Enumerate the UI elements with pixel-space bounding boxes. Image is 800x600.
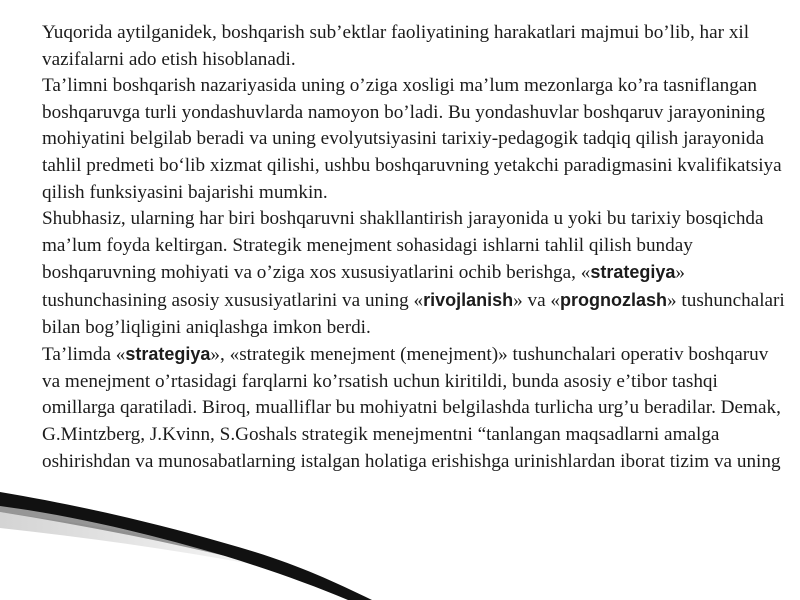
paragraph-approaches: Ta’limni boshqarish nazariyasida uning o’ziga xosligi ma’lum mezonlarga ko’ra tasniflangan boshqaruvga turli yondashuvlarda namoyon bo’ladi. Bu yondashuvlar boshqaruv jarayonining mohiyatini belgilab beradi va uning evolyutsiyasini tarixiy-pedagogik tadqiq qilish jarayonida tahlil predmeti bo‘lib xizmat qilishi, ushbu boshqaruvning yetakchi paradigmasini kvalifikatsiya qilish funksiyasini bajarishi mumkin. [42,75,782,203]
paragraph-intro: Yuqorida aytilganidek, boshqarish sub’ektlar faoliyatining harakatlari majmui bo’lib, har xil vazifalarni ado etish hisoblanadi. [42,22,750,70]
paragraph-education-strategy [42,341,790,475]
keyword-strategiya-2: strategiya [125,344,211,365]
slide-body-text [42,20,790,475]
paragraph-text-segment: » tushunchasining asosiy xususiyatlarini va uning « [42,262,685,311]
paragraph-text-segment: », «strategik menejment (menejment)» tushunchalari operativ boshqaruv va menejment o’rtasidagi farqlarni ko’rsatish uchun kiritildi, bunda asosiy e’tibor tashqi omillarga qaratiladi. Biroq, mualliflar bu mohiyatni belgilashda turlicha urg’u beradilar. Demak, G.Mintzberg, J.Kvinn, S.Goshals strategik menejmentni “tanlangan maqsadlarni amalga oshirishdan va munosabatlarning istalgan holatiga erishishga urinishlardan iborat tizim va uning [42,344,781,472]
paragraph-text-segment: » tushunchalari bilan bog’liqligini aniqlashga imkon berdi. [42,289,785,338]
swoosh-dark-band [0,492,372,600]
keyword-strategiya: strategiya [590,262,676,283]
paragraph-text-segment: » va « [513,289,560,311]
paragraph-strategic-management [42,206,790,341]
swoosh-mid-band [0,500,300,574]
keyword-prognozlash: prognozlash [560,289,667,310]
paragraph-text-segment: Ta’limda « [42,344,126,366]
keyword-rivojlanish: rivojlanish [423,289,514,310]
swoosh-light-band [0,512,330,580]
paragraph-text-segment: Shubhasiz, ularning har biri boshqaruvni shakllantirish jarayonida u yoki bu tarixiy bosqichda ma’lum foyda keltirgan. Strategik menejment sohasidagi ishlarni tahlil qilish bunday boshqaruvning mohiyati va o’ziga xos xususiyatlarini ochib berishga, « [42,208,764,284]
